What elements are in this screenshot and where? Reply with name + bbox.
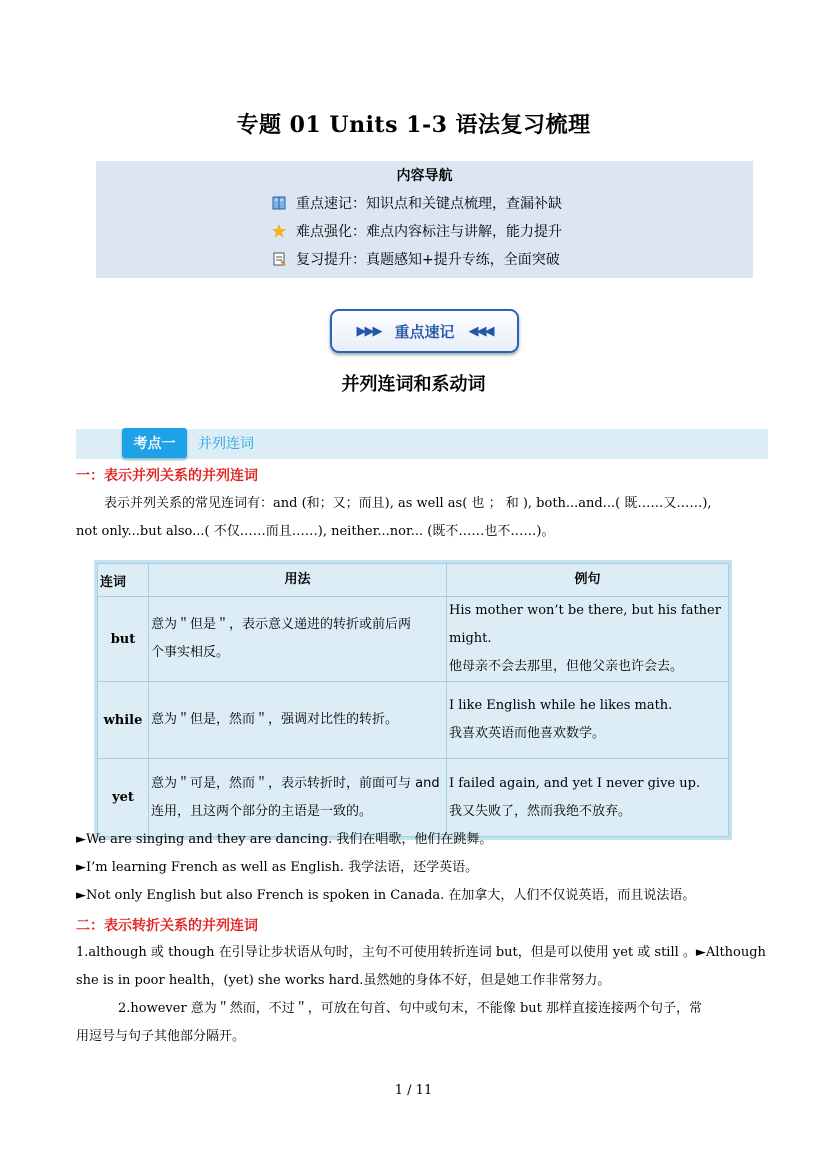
example-cell <box>447 759 729 837</box>
example-sentence: ►Not only English but also French is spoken in Canada. 在加拿大，人们不仅说英语，而且说法语。 <box>76 888 696 903</box>
header-usage: 用法 <box>149 564 447 597</box>
conjunction-table <box>97 563 729 837</box>
section1-paragraph-line1: 表示并列关系的常见连词有：and (和；又；而且), as well as( 也 ； 和 ), both...and...( 既……又……), <box>104 496 712 511</box>
badge-label: 重点速记 <box>394 322 455 341</box>
nav-item-review <box>272 249 560 269</box>
key-points-badge <box>330 309 519 353</box>
usage-line: 意为＂但是＂，表示意义递进的转折或前后两 <box>151 617 412 632</box>
usage-cell <box>149 759 447 837</box>
nav-item-difficulties <box>272 221 562 241</box>
conjunction-cell: but <box>98 597 149 682</box>
conjunction-cell: while <box>98 682 149 759</box>
left-arrows-icon: ◀◀◀ <box>468 323 493 339</box>
example-zh: 我喜欢英语而他喜欢数学。 <box>449 726 606 741</box>
usage-line: 个事实相反。 <box>151 645 230 660</box>
example-sentence: ►I’m learning French as well as English. 我学法语，还学英语。 <box>76 860 479 875</box>
section1-heading: 一：表示并列关系的并列连词 <box>76 468 258 484</box>
section2-heading: 二：表示转折关系的并列连词 <box>76 918 258 934</box>
section2-point2-line1: 2.however 意为＂然而，不过＂，可放在句首、句中或句末，不能像 but 那样直接连接两个句子，常 <box>118 1001 702 1016</box>
example-zh: 他母亲不会去那里，但他父亲也许会去。 <box>449 659 684 674</box>
example-en: His mother won’t be there, but his father might. <box>449 603 721 646</box>
page-number: 1 / 11 <box>394 1083 433 1098</box>
example-cell <box>447 597 729 682</box>
content-navigation <box>96 161 753 278</box>
book-icon <box>272 196 286 210</box>
usage-line: 意为＂但是，然而＂，强调对比性的转折。 <box>151 712 399 727</box>
table-header-row <box>98 564 729 597</box>
conjunction-cell: yet <box>98 759 149 837</box>
nav-item-label: 难点强化：难点内容标注与讲解，能力提升 <box>296 224 562 240</box>
example-zh: 我又失败了，然而我绝不放弃。 <box>449 803 632 819</box>
example-en: I like English while he likes math. <box>449 698 673 713</box>
table-row <box>98 759 729 837</box>
nav-item-label: 复习提升：真题感知+提升专练，全面突破 <box>296 252 560 268</box>
nav-heading: 内容导航 <box>396 168 453 184</box>
topic-tab: 考点一 <box>122 428 187 458</box>
right-arrows-icon: ▶▶▶ <box>356 323 381 339</box>
header-example: 例句 <box>447 564 729 597</box>
table-row <box>98 597 729 682</box>
nav-item-key-points <box>272 193 562 213</box>
example-sentence: ►We are singing and they are dancing. 我们在唱歌，他们在跳舞。 <box>76 832 493 847</box>
usage-cell <box>149 682 447 759</box>
usage-cell <box>149 597 447 682</box>
usage-line: 连用，且这两个部分的主语是一致的。 <box>151 803 373 819</box>
section1-paragraph-line2: not only...but also...( 不仅……而且……), neither...nor... (既不……也不……)。 <box>76 524 555 539</box>
notepad-icon <box>272 252 286 266</box>
page-title: 专题 01 Units 1-3 语法复习梳理 <box>236 112 591 138</box>
section2-point2-line2: 用逗号与句子其他部分隔开。 <box>76 1029 246 1044</box>
section2-point1-line2: she is in poor health，(yet) she works hard.虽然她的身体不好，但是她工作非常努力。 <box>76 973 611 988</box>
example-en: I failed again, and yet I never give up. <box>449 775 701 791</box>
table-row <box>98 682 729 759</box>
example-cell <box>447 682 729 759</box>
nav-item-label: 重点速记：知识点和关键点梳理，查漏补缺 <box>296 196 562 212</box>
star-icon <box>272 224 286 238</box>
usage-line: 意为＂可是，然而＂，表示转折时，前面可与 and <box>151 775 440 791</box>
header-conjunction: 连词 <box>98 564 149 597</box>
section2-point1-line1: 1.although 或 though 在引导让步状语从句时，主句不可使用转折连词 but，但是可以使用 yet 或 still 。►Although <box>76 945 766 960</box>
section-subtitle: 并列连词和系动词 <box>341 374 486 395</box>
topic-title: 并列连词 <box>198 436 254 452</box>
